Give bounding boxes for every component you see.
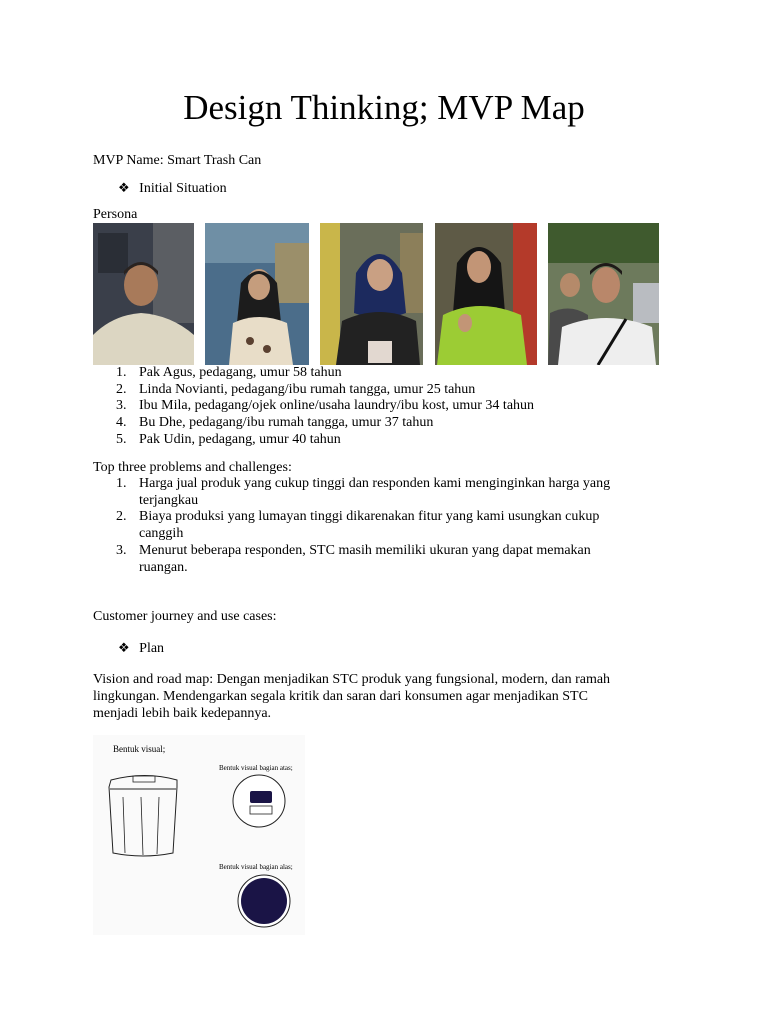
persona-photo-2 <box>205 223 309 365</box>
persona-heading: Persona <box>93 207 138 222</box>
section-initial-situation <box>118 179 227 197</box>
section-plan-label: Plan <box>139 641 165 656</box>
list-item: 3. Menurut beberapa responden, STC masih memiliki ukuran yang dapat memakan ruangan. <box>116 542 591 575</box>
list-item: 2. Biaya produksi yang lumayan tinggi dikarenakan fitur yang kami usungkan cukup canggih <box>116 509 600 542</box>
sketch-label-bottom: Bentuk visual bagian alas; <box>219 863 293 871</box>
list-item: 1. Pak Agus, pedagang, umur 58 tahun <box>116 365 342 380</box>
vision-line: menjadi lebih baik kedepannya. <box>93 706 272 721</box>
persona-photo-1 <box>93 223 194 365</box>
sketch-label-top: Bentuk visual bagian atas; <box>219 764 293 772</box>
problems-heading: Top three problems and challenges: <box>93 460 292 475</box>
list-item: 4. Bu Dhe, pedagang/ibu rumah tangga, umur 37 tahun <box>116 415 434 431</box>
persona-photo-3 <box>320 223 423 365</box>
problems-list <box>93 476 733 576</box>
trash-can-drawing <box>93 735 305 935</box>
list-item: 2. Linda Novianti, pedagang/ibu rumah tangga, umur 25 tahun <box>116 381 476 397</box>
section-plan <box>118 639 164 657</box>
sketch-label-main: Bentuk visual; <box>113 744 166 754</box>
vision-line: lingkungan. Mendengarkan segala kritik dan saran dari konsumen agar menjadikan STC <box>93 689 588 704</box>
visual-sketch-image <box>93 735 305 935</box>
vision-line: Vision and road map: Dengan menjadikan STC produk yang fungsional, modern, dan ramah <box>93 672 611 687</box>
mvp-name: MVP Name: Smart Trash Can <box>93 153 262 168</box>
persona-photo-4 <box>435 223 537 365</box>
list-item: 3. Ibu Mila, pedagang/ojek online/usaha laundry/ibu kost, umur 34 tahun <box>116 398 535 414</box>
persona-photo-5 <box>548 223 659 365</box>
vision-paragraph <box>93 671 610 722</box>
journey-heading: Customer journey and use cases: <box>93 609 277 624</box>
page-title: Design Thinking; MVP Map <box>183 88 585 127</box>
diamond-bullet-icon: ❖ <box>118 180 130 195</box>
section-initial-label: Initial Situation <box>139 181 227 196</box>
diamond-bullet-icon: ❖ <box>118 640 130 655</box>
persona-list <box>93 365 733 449</box>
list-item: 5. Pak Udin, pedagang, umur 40 tahun <box>116 431 341 447</box>
list-item: 1. Harga jual produk yang cukup tinggi dan responden kami menginginkan harga yang terjangkau <box>116 476 611 508</box>
